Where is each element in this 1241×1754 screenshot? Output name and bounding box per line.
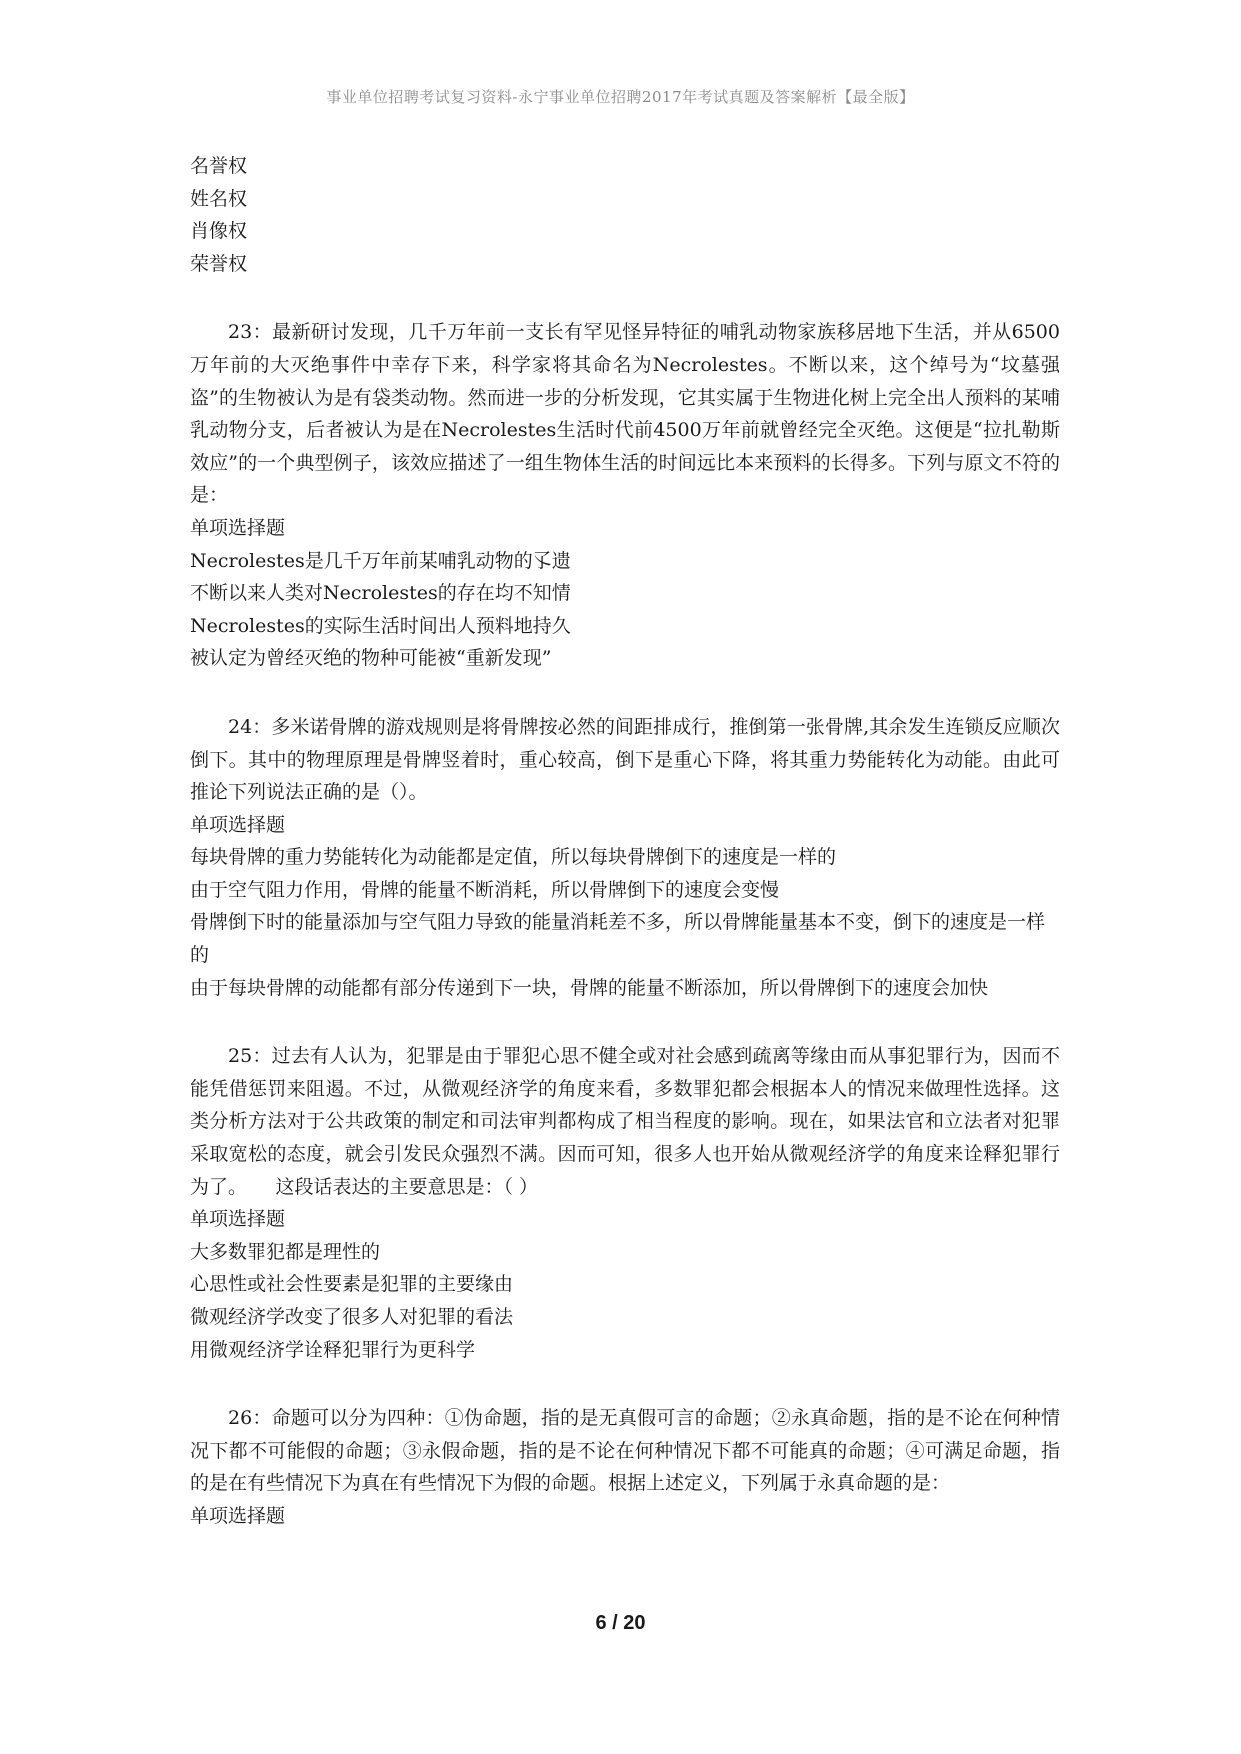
option: 姓名权	[190, 187, 248, 210]
option: 骨牌倒下时的能量添加与空气阻力导致的能量消耗差不多，所以骨牌能量基本不变，倒下的速度是一样的	[190, 911, 1046, 967]
option: 由于每块骨牌的动能都有部分传递到下一块，骨牌的能量不断添加，所以骨牌倒下的速度会加快	[190, 976, 989, 999]
previous-question-options	[190, 150, 1060, 280]
option: 荣誉权	[190, 252, 248, 275]
question-26	[190, 1402, 1060, 1532]
option: 名誉权	[190, 155, 248, 177]
page-header: 事业单位招聘考试复习资料-永宁事业单位招聘2017年考试真题及答案解析【最全版】	[326, 88, 915, 106]
option: 不断以来人类对Necrolestes的存在均不知情	[190, 582, 571, 605]
question-type: 单项选择题	[190, 813, 286, 836]
question-stem: 26：命题可以分为四种：①伪命题，指的是无真假可言的命题；②永真命题，指的是不论在何种情况下都不可能假的命题；③永假命题，指的是不论在何种情况下都不可能真的命题；④可满足命题，指的是在有些情况下为真在有些情况下为假的命题。根据上述定义，下列属于永真命题的是：	[190, 1407, 1060, 1495]
question-23	[190, 316, 1060, 675]
option: Necrolestes是几千万年前某哺乳动物的孓遗	[190, 549, 571, 572]
document-body	[190, 150, 1060, 1533]
option: 微观经济学改变了很多人对犯罪的看法	[190, 1306, 514, 1328]
question-stem: 25：过去有人认为，犯罪是由于罪犯心思不健全或对社会感到疏离等缘由而从事犯罪行为，因而不能凭借惩罚来阻遏。不过，从微观经济学的角度来看，多数罪犯都会根据本人的情况来做理性选择。这类分析方法对于公共政策的制定和司法审判都构成了相当程度的影响。现在，如果法官和立法者对犯罪采取宽松的态度，就会引发民众强烈不满。因而可知，很多人也开始从微观经济学的角度来诠释犯罪行为了。 这段话表达的主要意思是：（ ）	[190, 1045, 1060, 1198]
question-stem: 24：多米诺骨牌的游戏规则是将骨牌按必然的间距排成行，推倒第一张骨牌,其余发生连锁反应顺次倒下。其中的物理原理是骨牌竖着时，重心较高，倒下是重心下降，将其重力势能转化为动能。由此可推论下列说法正确的是（）。	[190, 715, 1060, 804]
option: 心思性或社会性要素是犯罪的主要缘由	[190, 1273, 514, 1296]
option: Necrolestes的实际生活时间出人预料地持久	[190, 614, 571, 637]
question-type: 单项选择题	[190, 1208, 286, 1231]
question-24	[190, 711, 1060, 1004]
option: 大多数罪犯都是理性的	[190, 1240, 381, 1263]
question-25	[190, 1040, 1060, 1366]
question-type: 单项选择题	[190, 1504, 286, 1527]
question-type: 单项选择题	[190, 516, 286, 539]
page-number: 6 / 20	[595, 1612, 646, 1634]
question-stem: 23：最新研讨发现，几千万年前一支长有罕见怪异特征的哺乳动物家族移居地下生活，并从6500万年前的大灭绝事件中幸存下来，科学家将其命名为Necrolestes。不断以来，这个绰号为“坟墓强盗”的生物被认为是有袋类动物。然而进一步的分析发现，它其实属于生物进化树上完全出人预料的某哺乳动物分支，后者被认为是在Necrolestes生活时代前4500万年前就曾经完全灭绝。这便是“拉扎勒斯效应”的一个典型例子，该效应描述了一组生物体生活的时间远比本来预料的长得多。下列与原文不符的是：	[190, 321, 1060, 507]
option: 由于空气阻力作用，骨牌的能量不断消耗，所以骨牌倒下的速度会变慢	[190, 878, 780, 901]
option: 用微观经济学诠释犯罪行为更科学	[190, 1338, 476, 1361]
option: 每块骨牌的重力势能转化为动能都是定值，所以每块骨牌倒下的速度是一样的	[190, 846, 837, 869]
option: 被认定为曾经灭绝的物种可能被“重新发现”	[190, 647, 552, 670]
option: 肖像权	[190, 220, 248, 243]
